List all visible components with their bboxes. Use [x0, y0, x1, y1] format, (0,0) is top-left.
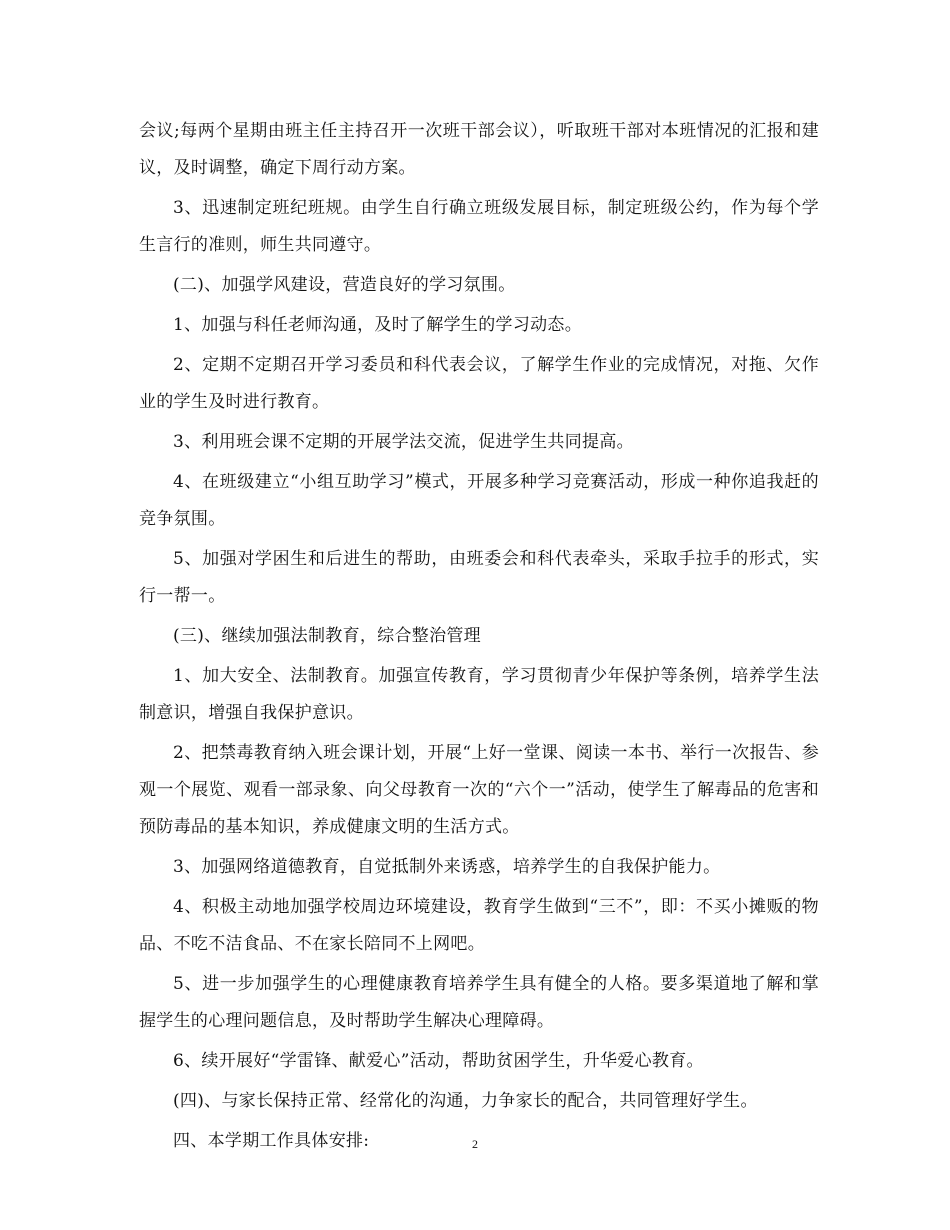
section-heading-semester-schedule: 四、本学期工作具体安排:: [173, 1131, 370, 1151]
paragraph-safety-education: 1、加大安全、法制教育。加强宣传教育，学习贯彻青少年保护等条例，培养学生法制意识，增强自我保护意识。: [139, 666, 819, 723]
paragraph-student-help: 5、加强对学困生和后进生的帮助，由班委会和科代表牵头，采取手拉手的形式，实行一帮一。: [139, 549, 819, 606]
page-number: 2: [472, 1137, 478, 1151]
paragraph-mental-health: 5、进一步加强学生的心理健康教育培养学生具有健全的人格。要多渠道地了解和掌握学生的心理问题信息，及时帮助学生解决心理障碍。: [139, 974, 819, 1031]
paragraph-class-rules: 3、迅速制定班纪班规。由学生自行确立班级发展目标，制定班级公约，作为每个学生言行的准则，师生共同遵守。: [139, 198, 819, 255]
paragraph-teacher-communication: 1、加强与科任老师沟通，及时了解学生的学习动态。: [173, 315, 583, 335]
paragraph-continuation: 会议;每两个星期由班主任主持召开一次班干部会议），听取班干部对本班情况的汇报和建议，及时调整，确定下周行动方案。: [139, 121, 819, 178]
section-heading-study-style: (二)、加强学风建设，营造良好的学习氛围。: [173, 275, 516, 295]
paragraph-anti-drug-education: 2、把禁毒教育纳入班会课计划，开展“上好一堂课、阅读一本书、举行一次报告、参观一个展览、观看一部录象、向父母教育一次的“六个一”活动，使学生了解毒品的危害和预防毒品的基本知识，养成健康文明的生活方式。: [139, 743, 819, 837]
paragraph-school-environment: 4、积极主动地加强学校周边环境建设，教育学生做到“三不”，即：不买小摊贩的物品、不吃不洁食品、不在家长陪同不上网吧。: [139, 897, 819, 954]
paragraph-committee-meetings: 2、定期不定期召开学习委员和科代表会议，了解学生作业的完成情况，对拖、欠作业的学生及时进行教育。: [139, 355, 819, 412]
paragraph-volunteer-activity: 6、续开展好“学雷锋、献爱心”活动，帮助贫困学生，升华爱心教育。: [173, 1051, 704, 1071]
paragraph-study-exchange: 3、利用班会课不定期的开展学法交流，促进学生共同提高。: [173, 432, 634, 452]
section-heading-parent-communication: (四)、与家长保持正常、经常化的沟通，力争家长的配合，共同管理好学生。: [173, 1091, 758, 1111]
paragraph-group-learning: 4、在班级建立“小组互助学习”模式，开展多种学习竞赛活动，形成一种你追我赶的竞争氛围。: [139, 472, 819, 529]
document-body: [139, 113, 819, 1163]
section-heading-legal-education: (三)、继续加强法制教育，综合整治管理: [173, 626, 481, 646]
paragraph-internet-ethics: 3、加强网络道德教育，自觉抵制外来诱惑，培养学生的自我保护能力。: [173, 857, 721, 877]
